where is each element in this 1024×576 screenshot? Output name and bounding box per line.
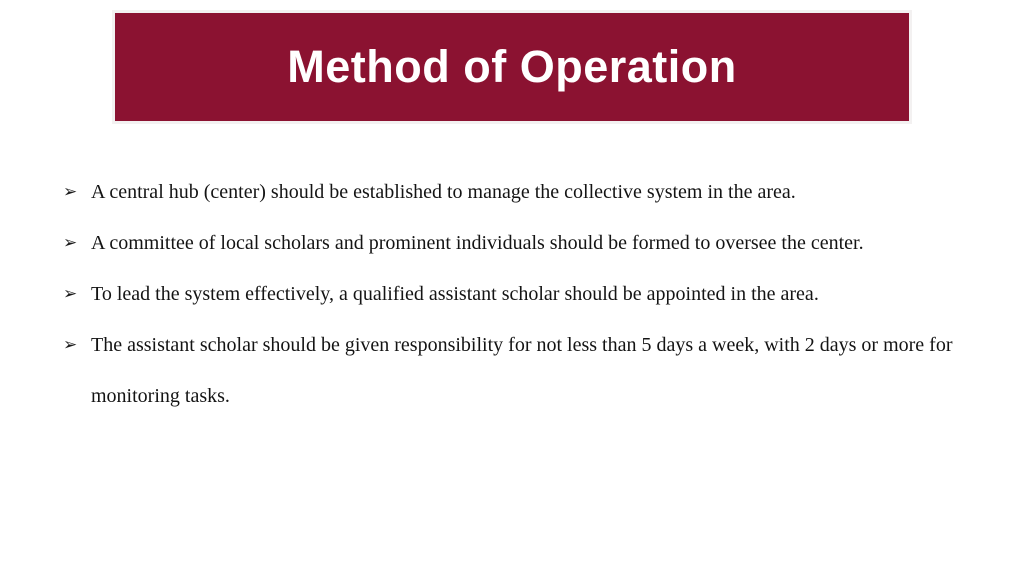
title-banner (115, 13, 909, 121)
bullet-list (63, 167, 997, 422)
slide-title: Method of Operation (287, 41, 737, 92)
arrowhead-bullet-icon: ➢ (63, 335, 78, 355)
bullet-text: A central hub (center) should be established to manage the collective system in the area. (91, 181, 796, 203)
list-item (63, 269, 997, 320)
arrowhead-bullet-icon: ➢ (63, 284, 78, 304)
arrowhead-bullet-icon: ➢ (63, 233, 78, 253)
bullet-text: A committee of local scholars and prominent individuals should be formed to oversee the center. (91, 232, 864, 254)
bullet-text: The assistant scholar should be given responsibility for not less than 5 days a week, with 2 days or more for monitoring tasks. (91, 334, 953, 407)
list-item (63, 218, 997, 269)
list-item (63, 167, 997, 218)
list-item (63, 320, 997, 422)
arrowhead-bullet-icon: ➢ (63, 182, 78, 202)
bullet-text: To lead the system effectively, a qualified assistant scholar should be appointed in the area. (91, 283, 819, 305)
